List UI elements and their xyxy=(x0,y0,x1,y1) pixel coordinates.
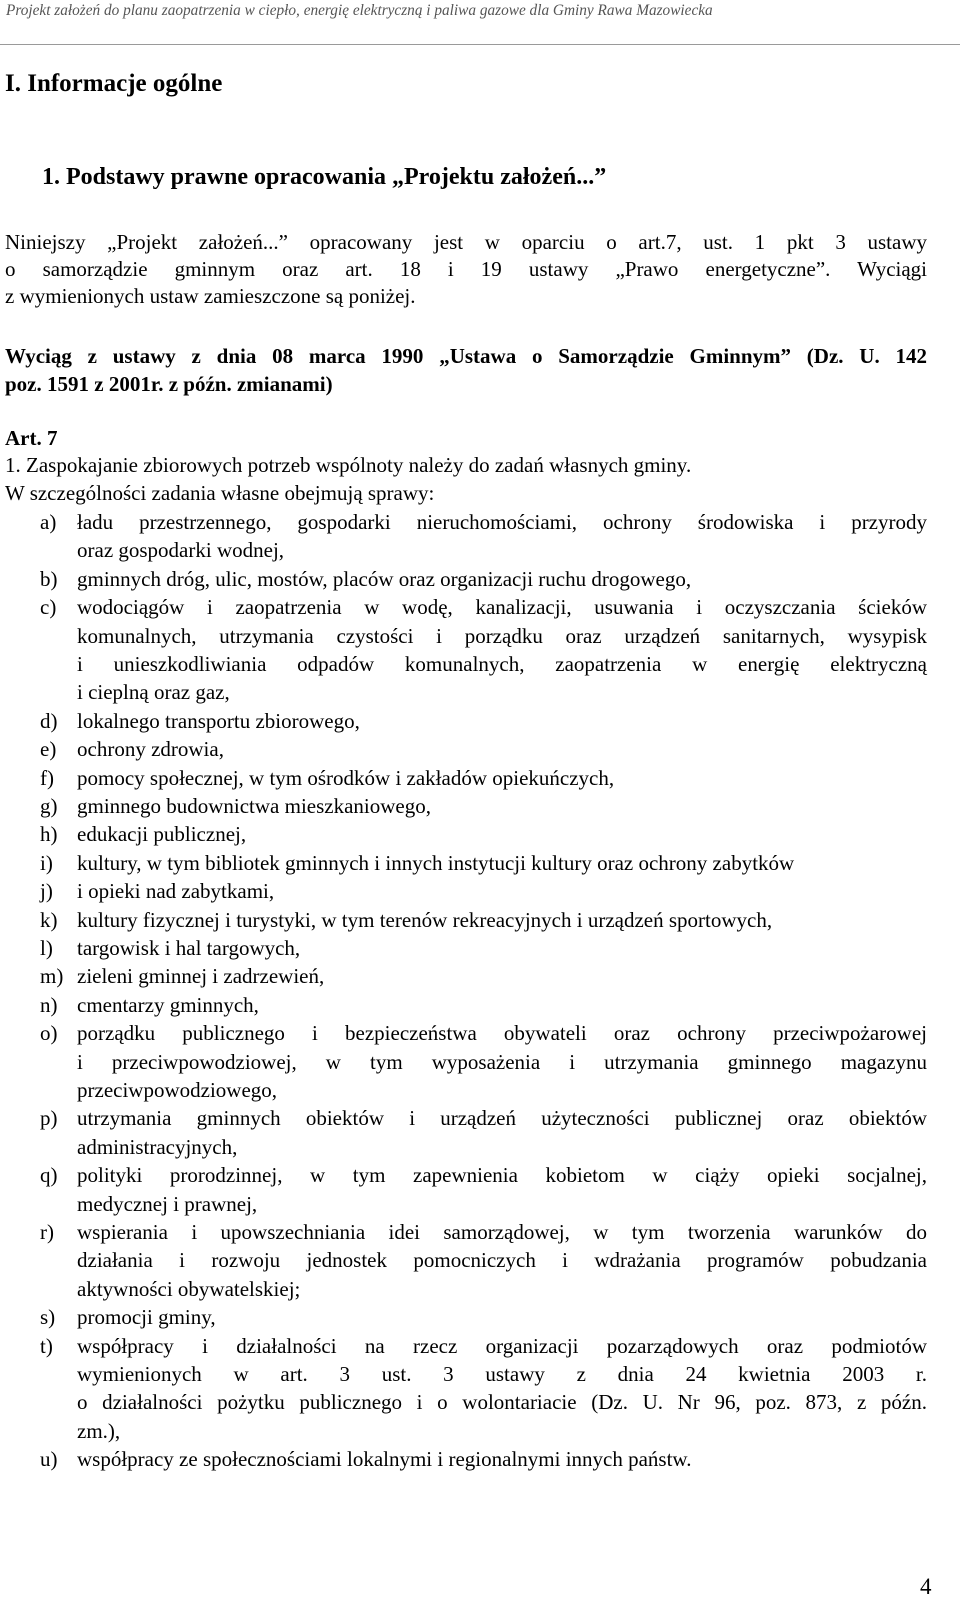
header-text: Projekt założeń do planu zaopatrzenia w ciepło, energię elektryczną i paliwa gazowe dla Gminy Rawa Mazowiecka xyxy=(6,2,713,19)
list-item-text: utrzymania gminnych obiektów i urządzeń użyteczności publicznej oraz obiektów xyxy=(77,1106,927,1131)
list-item-label: s) xyxy=(40,1305,56,1330)
list-item-label: g) xyxy=(40,794,58,818)
list-item-text: przeciwpowodziowego, xyxy=(77,1078,278,1102)
list-item-text: i cieplną oraz gaz, xyxy=(77,680,230,705)
list-item-text: pomocy społecznej, w tym ośrodków i zakładów opiekuńczych, xyxy=(77,765,615,790)
list-item-label: c) xyxy=(40,595,57,620)
list-item-text: działania i rozwoju jednostek pomocniczych i wdrażania programów pobudzania xyxy=(77,1248,927,1273)
list-item-text: oraz gospodarki wodnej, xyxy=(77,538,285,563)
intro-line-3: z wymienionych ustaw zamieszczone są poniżej. xyxy=(5,284,416,308)
list-item-text: aktywności obywatelskiej; xyxy=(77,1276,301,1301)
list-item-label: d) xyxy=(40,708,58,733)
list-item-label: t) xyxy=(40,1333,53,1358)
list-item-text: i unieszkodliwiania odpadów komunalnych, zaopatrzenia w energię elektryczną xyxy=(77,652,927,676)
list-item-text: lokalnego transportu zbiorowego, xyxy=(77,708,360,733)
list-item-label: l) xyxy=(40,936,53,960)
list-item-text: ładu przestrzennego, gospodarki nieruchomościami, ochrony środowiska i przyrody xyxy=(77,510,927,534)
list-item-text: targowisk i hal targowych, xyxy=(77,936,301,960)
list-item-text: i przeciwpowodziowej, w tym wyposażenia i utrzymania gminnego magazynu xyxy=(77,1049,927,1074)
article-heading: Art. 7 xyxy=(5,426,58,450)
list-item-text: gminnego budownictwa mieszkaniowego, xyxy=(77,794,432,818)
excerpt-title-line-2: poz. 1591 z 2001r. z późn. zmianami) xyxy=(5,372,333,396)
intro-line-1: Niniejszy „Projekt założeń...” opracowany jest w oparciu o art.7, ust. 1 pkt 3 ustawy xyxy=(5,230,927,254)
list-item-text: kultury, w tym bibliotek gminnych i innych instytucji kultury oraz ochrony zabytków xyxy=(77,850,795,875)
list-item-text: zm.), xyxy=(77,1418,121,1443)
excerpt-title-line-1: Wyciąg z ustawy z dnia 08 marca 1990 „Ustawa o Samorządzie Gminnym” (Dz. U. 142 xyxy=(5,344,927,368)
list-item-text: edukacji publicznej, xyxy=(77,822,247,847)
list-item-label: p) xyxy=(40,1106,58,1131)
list-item-label: m) xyxy=(40,964,64,989)
list-item-text: o działalności pożytku publicznego i o wolontariacie (Dz. U. Nr 96, poz. 873, z późn. xyxy=(77,1390,927,1415)
list-item-label: h) xyxy=(40,822,58,847)
tasks-intro: W szczególności zadania własne obejmują sprawy: xyxy=(5,481,435,505)
page-number: 4 xyxy=(920,1574,932,1599)
list-item-label: f) xyxy=(40,765,54,790)
list-item-text: wspierania i upowszechniania idei samorządowej, w tym tworzenia warunków do xyxy=(77,1220,927,1244)
list-item-text: ochrony zdrowia, xyxy=(77,737,224,762)
list-item-text: gminnych dróg, ulic, mostów, placów oraz organizacji ruchu drogowego, xyxy=(77,566,692,591)
list-item-label: r) xyxy=(40,1220,54,1244)
list-item-label: u) xyxy=(40,1447,58,1472)
list-item-text: współpracy ze społecznościami lokalnymi i regionalnymi innych państw. xyxy=(77,1447,692,1472)
list-item-label: i) xyxy=(40,850,53,875)
point-1: 1. Zaspokajanie zbiorowych potrzeb wspólnoty należy do zadań własnych gminy. xyxy=(5,453,692,477)
list-item-label: a) xyxy=(40,510,57,534)
list-item-text: promocji gminy, xyxy=(77,1305,216,1330)
list-item-label: j) xyxy=(40,879,53,904)
list-item-label: b) xyxy=(40,566,58,591)
list-item-label: q) xyxy=(40,1163,58,1188)
list-item-text: i opieki nad zabytkami, xyxy=(77,879,275,904)
list-item-text: zieleni gminnej i zadrzewień, xyxy=(77,964,325,989)
list-item-label: n) xyxy=(40,992,58,1017)
section-title: I. Informacje ogólne xyxy=(5,70,223,97)
list-item-text: porządku publicznego i bezpieczeństwa obywateli oraz ochrony przeciwpożarowej xyxy=(77,1021,927,1046)
list-item-text: kultury fizycznej i turystyki, w tym terenów rekreacyjnych i urządzeń sportowych, xyxy=(77,907,773,932)
list-item-text: współpracy i działalności na rzecz organizacji pozarządowych oraz podmiotów xyxy=(77,1333,927,1358)
list-item-label: o) xyxy=(40,1021,58,1046)
list-item-text: administracyjnych, xyxy=(77,1134,238,1159)
list-item-text: wodociągów i zaopatrzenia w wodę, kanalizacji, usuwania i oczyszczania ścieków xyxy=(77,595,927,620)
list-item-text: wymienionych w art. 3 ust. 3 ustawy z dnia 24 kwietnia 2003 r. xyxy=(77,1362,927,1386)
list-item-text: cmentarzy gminnych, xyxy=(77,992,259,1017)
list-item-text: polityki prorodzinnej, w tym zapewnienia kobietom w ciąży opieki socjalnej, xyxy=(77,1163,927,1188)
list-item-text: medycznej i prawnej, xyxy=(77,1191,258,1216)
list-item-label: e) xyxy=(40,737,57,762)
intro-line-2: o samorządzie gminnym oraz art. 18 i 19 ustawy „Prawo energetyczne”. Wyciągi xyxy=(5,257,927,281)
list-item-label: k) xyxy=(40,907,58,932)
list-item-text: komunalnych, utrzymania czystości i porządku oraz urządzeń sanitarnych, wysypisk xyxy=(77,623,927,648)
subsection-title: 1. Podstawy prawne opracowania „Projektu założeń...” xyxy=(42,164,607,190)
running-header xyxy=(0,0,960,45)
